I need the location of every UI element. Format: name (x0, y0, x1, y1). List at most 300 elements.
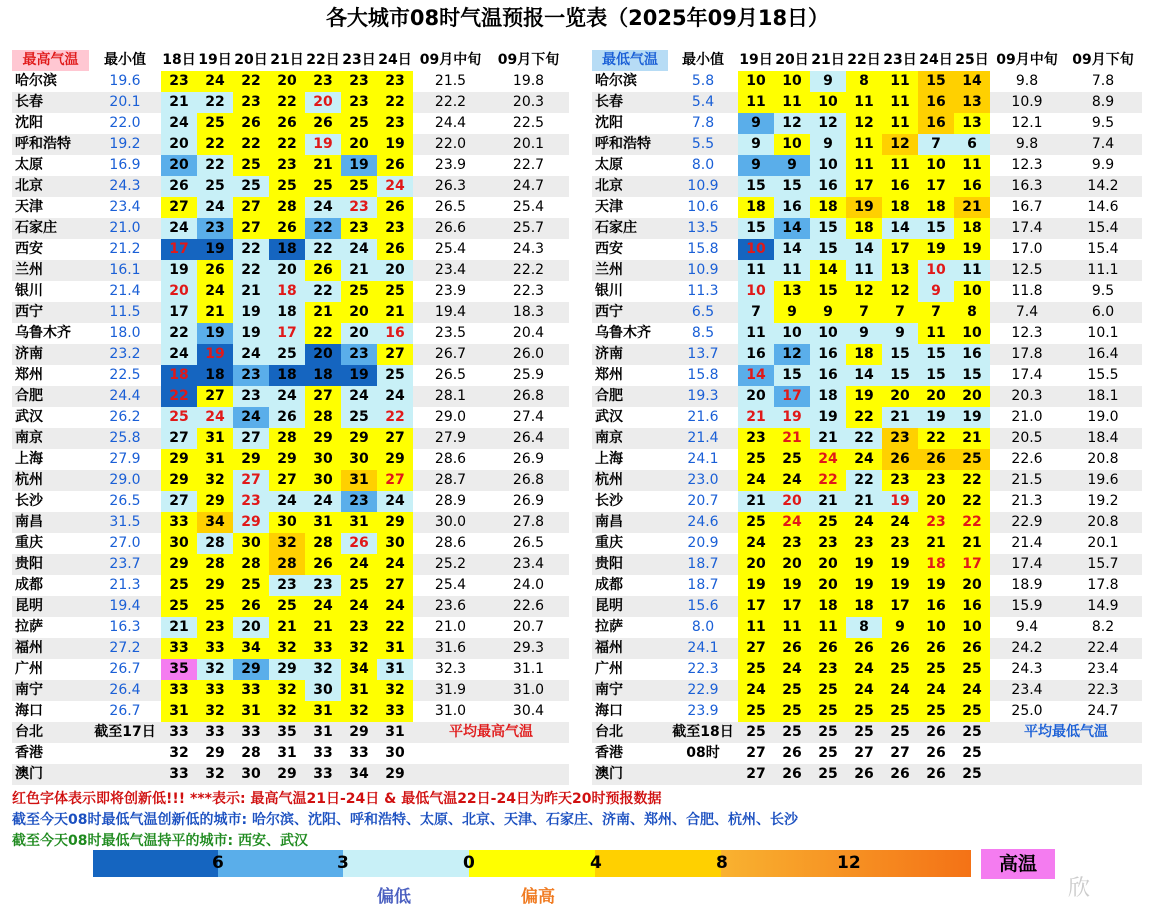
mid-month-average: 7.4 (1015, 304, 1039, 320)
red-font-note: 红色字体表示即将创新低!!! ***表示: 最高气温21日-24日 & 最低气温22日-24日为昨天20时预报数据 (12, 791, 662, 807)
late-month-average: 27.8 (512, 514, 545, 530)
city-name: 太原 (595, 157, 623, 173)
late-month-average: 22.4 (1087, 640, 1119, 656)
record-min-value: 18.0 (109, 325, 141, 341)
record-min-value: 20.7 (687, 493, 719, 509)
max-table-row (12, 134, 569, 155)
forecast-cell: 19 (197, 344, 233, 365)
mid-month-average: 23.4 (1011, 682, 1043, 698)
forecast-cell: 24 (305, 596, 341, 617)
city-name: 哈尔滨 (15, 73, 57, 89)
late-month-average: 26.9 (512, 493, 545, 509)
forecast-cell: 32 (269, 533, 305, 554)
forecast-cell: 19 (954, 239, 990, 260)
forecast-cell: 22 (954, 512, 990, 533)
forecast-cell: 24 (269, 491, 305, 512)
forecast-cell: 21 (774, 428, 810, 449)
forecast-cell: 16 (918, 113, 954, 134)
record-min-value: 21.2 (109, 241, 141, 257)
mid-month-average: 24.2 (1011, 640, 1043, 656)
city-name: 贵阳 (15, 556, 43, 572)
forecast-cell: 25 (774, 449, 810, 470)
forecast-cell: 18 (810, 386, 846, 407)
forecast-cell: 25 (738, 449, 774, 470)
forecast-cell: 29 (197, 491, 233, 512)
mid-month-average: 28.9 (434, 493, 467, 509)
mid-month-average: 31.6 (434, 640, 467, 656)
record-min-value: 26.4 (109, 682, 141, 698)
forecast-cell: 25 (341, 113, 377, 134)
forecast-cell: 12 (846, 281, 882, 302)
forecast-cell: 14 (882, 218, 918, 239)
forecast-cell: 33 (169, 766, 189, 782)
forecast-cell: 25 (918, 701, 954, 722)
forecast-cell: 25 (269, 176, 305, 197)
late-month-average: 26.8 (512, 472, 545, 488)
forecast-cell: 31 (377, 659, 413, 680)
forecast-cell: 15 (882, 365, 918, 386)
city-name: 广州 (15, 661, 43, 677)
min-table-column-header: 24日 (919, 52, 953, 68)
forecast-cell: 22 (305, 281, 341, 302)
record-min-value: 21.3 (109, 577, 141, 593)
mid-month-average: 18.9 (1011, 577, 1043, 593)
max-table-header-title: 最高气温 (12, 50, 89, 71)
forecast-cell: 26 (846, 638, 882, 659)
forecast-cell: 20 (918, 491, 954, 512)
forecast-cell: 19 (305, 134, 341, 155)
mid-month-average: 21.0 (1011, 409, 1043, 425)
forecast-cell: 21 (954, 533, 990, 554)
forecast-cell: 29 (161, 554, 197, 575)
forecast-cell: 23 (269, 155, 305, 176)
forecast-cell: 28 (269, 197, 305, 218)
city-name: 武汉 (15, 409, 43, 425)
forecast-cell: 33 (377, 701, 413, 722)
forecast-cell: 15 (954, 365, 990, 386)
city-name: 西安 (595, 241, 623, 257)
forecast-cell: 19 (882, 554, 918, 575)
forecast-cell: 33 (161, 680, 197, 701)
forecast-cell: 10 (918, 617, 954, 638)
forecast-cell: 27 (233, 197, 269, 218)
late-month-average: 9.5 (1091, 115, 1115, 131)
city-name: 天津 (15, 199, 43, 215)
forecast-cell: 15 (738, 176, 774, 197)
forecast-cell: 10 (954, 617, 990, 638)
record-min-value: 23.4 (109, 199, 141, 215)
min-table-row (592, 176, 1142, 197)
late-month-average: 19.8 (512, 73, 545, 89)
forecast-cell: 24 (305, 491, 341, 512)
record-min-value (89, 743, 161, 764)
record-min-value: 10.6 (687, 199, 719, 215)
max-table-row (12, 701, 569, 722)
forecast-cell: 30 (341, 449, 377, 470)
min-table-row (592, 596, 1142, 617)
average-label: 平均最高气温 (449, 724, 533, 740)
forecast-cell: 8 (954, 302, 990, 323)
forecast-cell: 23 (341, 92, 377, 113)
late-month-average: 14.2 (1087, 178, 1119, 194)
mid-month-average: 21.5 (434, 73, 467, 89)
forecast-cell: 32 (269, 638, 305, 659)
max-table-column-header: 22日 (306, 52, 340, 68)
mid-month-average: 23.4 (434, 262, 467, 278)
forecast-cell: 29 (161, 449, 197, 470)
late-month-average: 8.9 (1091, 94, 1115, 110)
late-month-average: 20.8 (1087, 451, 1119, 467)
late-month-average: 19.6 (1087, 472, 1119, 488)
forecast-cell: 25 (738, 512, 774, 533)
forecast-cell: 23 (161, 71, 197, 92)
max-table-row (12, 533, 569, 554)
forecast-cell: 16 (377, 323, 413, 344)
forecast-cell: 25 (341, 281, 377, 302)
mid-month-average: 16.3 (1011, 178, 1043, 194)
min-table-column-header: 19日 (739, 52, 773, 68)
forecast-cell: 26 (782, 745, 802, 761)
city-name: 长沙 (595, 493, 623, 509)
max-table-row (12, 575, 569, 596)
record-min-value: 10.9 (687, 262, 719, 278)
forecast-cell: 24 (846, 659, 882, 680)
min-table-row (592, 764, 1142, 785)
forecast-cell: 33 (241, 724, 261, 740)
forecast-cell: 20 (341, 323, 377, 344)
forecast-cell: 21 (161, 92, 197, 113)
min-table-row (592, 743, 1142, 764)
forecast-cell: 23 (233, 386, 269, 407)
forecast-cell: 25 (738, 701, 774, 722)
max-table-row (12, 638, 569, 659)
min-table-column-header: 最小值 (682, 52, 724, 68)
forecast-cell: 24 (738, 470, 774, 491)
city-name: 南宁 (595, 682, 623, 698)
forecast-cell: 18 (269, 302, 305, 323)
forecast-cell: 24 (197, 197, 233, 218)
forecast-cell: 33 (313, 766, 333, 782)
late-month-average: 15.5 (1087, 367, 1119, 383)
forecast-cell: 10 (918, 155, 954, 176)
mid-month-average: 30.0 (434, 514, 467, 530)
max-table-row (12, 428, 569, 449)
forecast-cell: 25 (161, 596, 197, 617)
late-month-average: 24.3 (512, 241, 545, 257)
forecast-cell: 26 (233, 596, 269, 617)
forecast-cell: 15 (918, 71, 954, 92)
forecast-cell: 19 (846, 554, 882, 575)
forecast-cell: 12 (882, 134, 918, 155)
record-min-value: 11.3 (687, 283, 719, 299)
forecast-cell: 25 (197, 113, 233, 134)
forecast-cell: 26 (377, 155, 413, 176)
forecast-cell: 17 (954, 554, 990, 575)
record-min-value: 20.1 (109, 94, 141, 110)
forecast-cell: 15 (774, 176, 810, 197)
max-table-row (12, 722, 569, 743)
forecast-cell: 24 (161, 218, 197, 239)
forecast-cell: 21 (305, 155, 341, 176)
max-table-row (12, 176, 569, 197)
min-table-row (592, 155, 1142, 176)
max-table-column-header: 09月下旬 (497, 52, 560, 68)
late-month-average: 20.1 (1087, 535, 1119, 551)
forecast-cell: 18 (269, 365, 305, 386)
forecast-cell: 33 (349, 745, 369, 761)
forecast-cell: 20 (341, 302, 377, 323)
city-name: 杭州 (595, 472, 623, 488)
mid-month-average: 22.2 (434, 94, 467, 110)
forecast-cell: 31 (305, 512, 341, 533)
forecast-cell: 31 (197, 449, 233, 470)
record-min-value: 18.7 (687, 577, 719, 593)
record-min-value (668, 764, 738, 785)
forecast-cell: 31 (277, 745, 297, 761)
late-month-average: 9.9 (1091, 157, 1115, 173)
forecast-cell: 11 (846, 260, 882, 281)
late-month-average: 15.7 (1087, 556, 1119, 572)
forecast-cell: 29 (277, 766, 297, 782)
forecast-cell: 25 (377, 281, 413, 302)
forecast-cell: 18 (882, 197, 918, 218)
forecast-cell: 25 (774, 701, 810, 722)
mid-month-average: 17.8 (1011, 346, 1043, 362)
forecast-cell: 26 (926, 766, 946, 782)
city-name: 郑州 (15, 367, 43, 383)
forecast-cell: 11 (738, 92, 774, 113)
forecast-cell: 9 (810, 302, 846, 323)
late-month-average: 9.5 (1091, 283, 1115, 299)
forecast-cell: 20 (774, 491, 810, 512)
forecast-cell: 24 (846, 449, 882, 470)
forecast-cell: 12 (774, 344, 810, 365)
forecast-cell: 33 (169, 724, 189, 740)
forecast-cell: 33 (305, 638, 341, 659)
forecast-cell: 23 (197, 617, 233, 638)
forecast-cell: 27 (161, 197, 197, 218)
forecast-cell: 29 (161, 470, 197, 491)
record-min-value: 截至17日 (94, 724, 156, 740)
forecast-cell: 31 (161, 701, 197, 722)
mid-month-average: 12.3 (1011, 325, 1043, 341)
forecast-cell: 15 (918, 218, 954, 239)
late-month-average: 26.4 (512, 430, 545, 446)
forecast-cell: 21 (954, 197, 990, 218)
city-name: 天津 (595, 199, 623, 215)
forecast-cell: 24 (774, 659, 810, 680)
mid-month-average: 17.4 (1011, 220, 1043, 236)
mid-month-average: 22.6 (1011, 451, 1043, 467)
average-label: 平均最低气温 (1024, 724, 1108, 740)
forecast-cell: 26 (810, 638, 846, 659)
city-name: 武汉 (595, 409, 623, 425)
forecast-cell: 14 (774, 239, 810, 260)
forecast-cell: 25 (233, 176, 269, 197)
forecast-cell: 15 (810, 239, 846, 260)
forecast-cell: 16 (882, 176, 918, 197)
forecast-cell: 27 (377, 575, 413, 596)
forecast-cell: 24 (341, 239, 377, 260)
forecast-cell: 32 (269, 701, 305, 722)
late-month-average: 23.4 (1087, 661, 1119, 677)
max-table-column-header: 18日 (162, 52, 196, 68)
max-table-column-header: 24日 (378, 52, 412, 68)
forecast-cell: 11 (882, 155, 918, 176)
forecast-cell: 26 (774, 638, 810, 659)
max-table-row (12, 596, 569, 617)
forecast-cell: 15 (810, 218, 846, 239)
forecast-cell: 21 (738, 407, 774, 428)
legend-number-4: 4 (590, 853, 602, 873)
min-table-row (592, 239, 1142, 260)
forecast-cell: 17 (161, 239, 197, 260)
forecast-cell: 22 (918, 428, 954, 449)
forecast-cell: 24 (233, 407, 269, 428)
city-name: 济南 (595, 346, 623, 362)
max-table-row (12, 365, 569, 386)
legend-number-3: 3 (337, 853, 349, 873)
city-name: 香港 (15, 745, 43, 761)
max-table-row (12, 260, 569, 281)
city-name: 贵阳 (595, 556, 623, 572)
forecast-cell: 11 (882, 92, 918, 113)
forecast-cell: 19 (233, 323, 269, 344)
forecast-cell: 31 (341, 680, 377, 701)
late-month-average: 18.4 (1087, 430, 1119, 446)
city-name: 福州 (15, 640, 43, 656)
min-table-column-header: 09月下旬 (1072, 52, 1134, 68)
forecast-cell: 33 (313, 745, 333, 761)
forecast-cell: 25 (269, 596, 305, 617)
min-table-row (592, 722, 1142, 743)
forecast-cell: 33 (197, 680, 233, 701)
forecast-cell: 25 (854, 724, 874, 740)
city-name: 西宁 (15, 304, 43, 320)
forecast-cell: 23 (377, 71, 413, 92)
forecast-cell: 20 (305, 92, 341, 113)
late-month-average: 26.0 (512, 346, 545, 362)
legend-seg-gold (595, 850, 721, 877)
forecast-cell: 22 (377, 407, 413, 428)
forecast-cell: 10 (774, 323, 810, 344)
mid-month-average: 24.3 (1011, 661, 1043, 677)
record-min-value: 15.6 (687, 598, 719, 614)
late-month-average: 31.1 (512, 661, 545, 677)
forecast-cell: 24 (341, 554, 377, 575)
forecast-cell: 11 (738, 260, 774, 281)
max-table-row (12, 743, 569, 764)
record-min-value: 22.9 (687, 682, 719, 698)
legend-seg-light-blue (343, 850, 469, 877)
forecast-cell: 27 (269, 470, 305, 491)
max-table-row (12, 197, 569, 218)
forecast-cell: 25 (161, 407, 197, 428)
forecast-cell: 10 (774, 71, 810, 92)
mid-month-average (990, 743, 1064, 764)
forecast-cell: 11 (774, 92, 810, 113)
late-month-average: 20.4 (512, 325, 545, 341)
city-name: 重庆 (595, 535, 623, 551)
forecast-cell: 14 (810, 260, 846, 281)
forecast-cell: 9 (738, 113, 774, 134)
forecast-cell: 27 (197, 386, 233, 407)
city-name: 台北 (15, 724, 43, 740)
forecast-cell: 24 (377, 491, 413, 512)
forecast-cell: 25 (341, 407, 377, 428)
forecast-cell: 25 (818, 724, 838, 740)
forecast-cell: 27 (233, 428, 269, 449)
city-name: 南京 (15, 430, 43, 446)
forecast-cell: 27 (738, 638, 774, 659)
forecast-cell: 23 (305, 71, 341, 92)
forecast-cell: 10 (738, 281, 774, 302)
forecast-cell: 23 (341, 617, 377, 638)
forecast-cell: 22 (377, 617, 413, 638)
forecast-cell: 22 (233, 71, 269, 92)
forecast-cell: 23 (197, 218, 233, 239)
forecast-cell: 11 (954, 260, 990, 281)
forecast-cell: 23 (918, 470, 954, 491)
max-temperature-table (12, 50, 569, 785)
mid-month-average (413, 743, 488, 764)
record-min-value: 11.5 (109, 304, 141, 320)
forecast-cell: 25 (738, 659, 774, 680)
forecast-cell: 22 (197, 92, 233, 113)
city-name: 昆明 (595, 598, 623, 614)
record-min-value: 24.4 (109, 388, 141, 404)
legend-seg-yellow (469, 850, 595, 877)
forecast-cell: 25 (782, 724, 802, 740)
city-name: 太原 (15, 157, 43, 173)
legend-seg-mid-blue (218, 850, 343, 877)
forecast-cell: 33 (205, 724, 225, 740)
forecast-cell: 16 (810, 344, 846, 365)
forecast-cell: 20 (233, 617, 269, 638)
late-month-average: 20.7 (512, 619, 545, 635)
forecast-cell: 19 (918, 239, 954, 260)
forecast-cell: 23 (882, 470, 918, 491)
forecast-cell: 19 (161, 260, 197, 281)
late-month-average: 10.1 (1087, 325, 1119, 341)
max-table-row (12, 323, 569, 344)
late-month-average: 15.4 (1087, 241, 1119, 257)
city-name: 呼和浩特 (595, 136, 651, 152)
forecast-cell: 17 (882, 596, 918, 617)
forecast-cell: 12 (774, 113, 810, 134)
forecast-cell: 24 (846, 680, 882, 701)
forecast-cell: 21 (882, 407, 918, 428)
forecast-cell: 20 (377, 260, 413, 281)
min-table-column-header: 22日 (847, 52, 881, 68)
record-min-value: 截至18日 (672, 724, 734, 740)
forecast-cell: 26 (890, 766, 910, 782)
forecast-cell: 24 (377, 176, 413, 197)
min-table-row (592, 680, 1142, 701)
forecast-cell: 25 (197, 176, 233, 197)
forecast-cell: 26 (882, 449, 918, 470)
legend-low-caption: 偏低 (377, 887, 411, 907)
forecast-cell: 21 (161, 617, 197, 638)
record-min-value: 31.5 (109, 514, 141, 530)
late-month-average: 27.4 (512, 409, 545, 425)
forecast-cell: 24 (774, 512, 810, 533)
forecast-cell: 28 (269, 554, 305, 575)
late-month-average: 30.4 (512, 703, 545, 719)
city-name: 沈阳 (15, 115, 43, 131)
forecast-cell: 33 (233, 680, 269, 701)
city-name: 银川 (595, 283, 623, 299)
